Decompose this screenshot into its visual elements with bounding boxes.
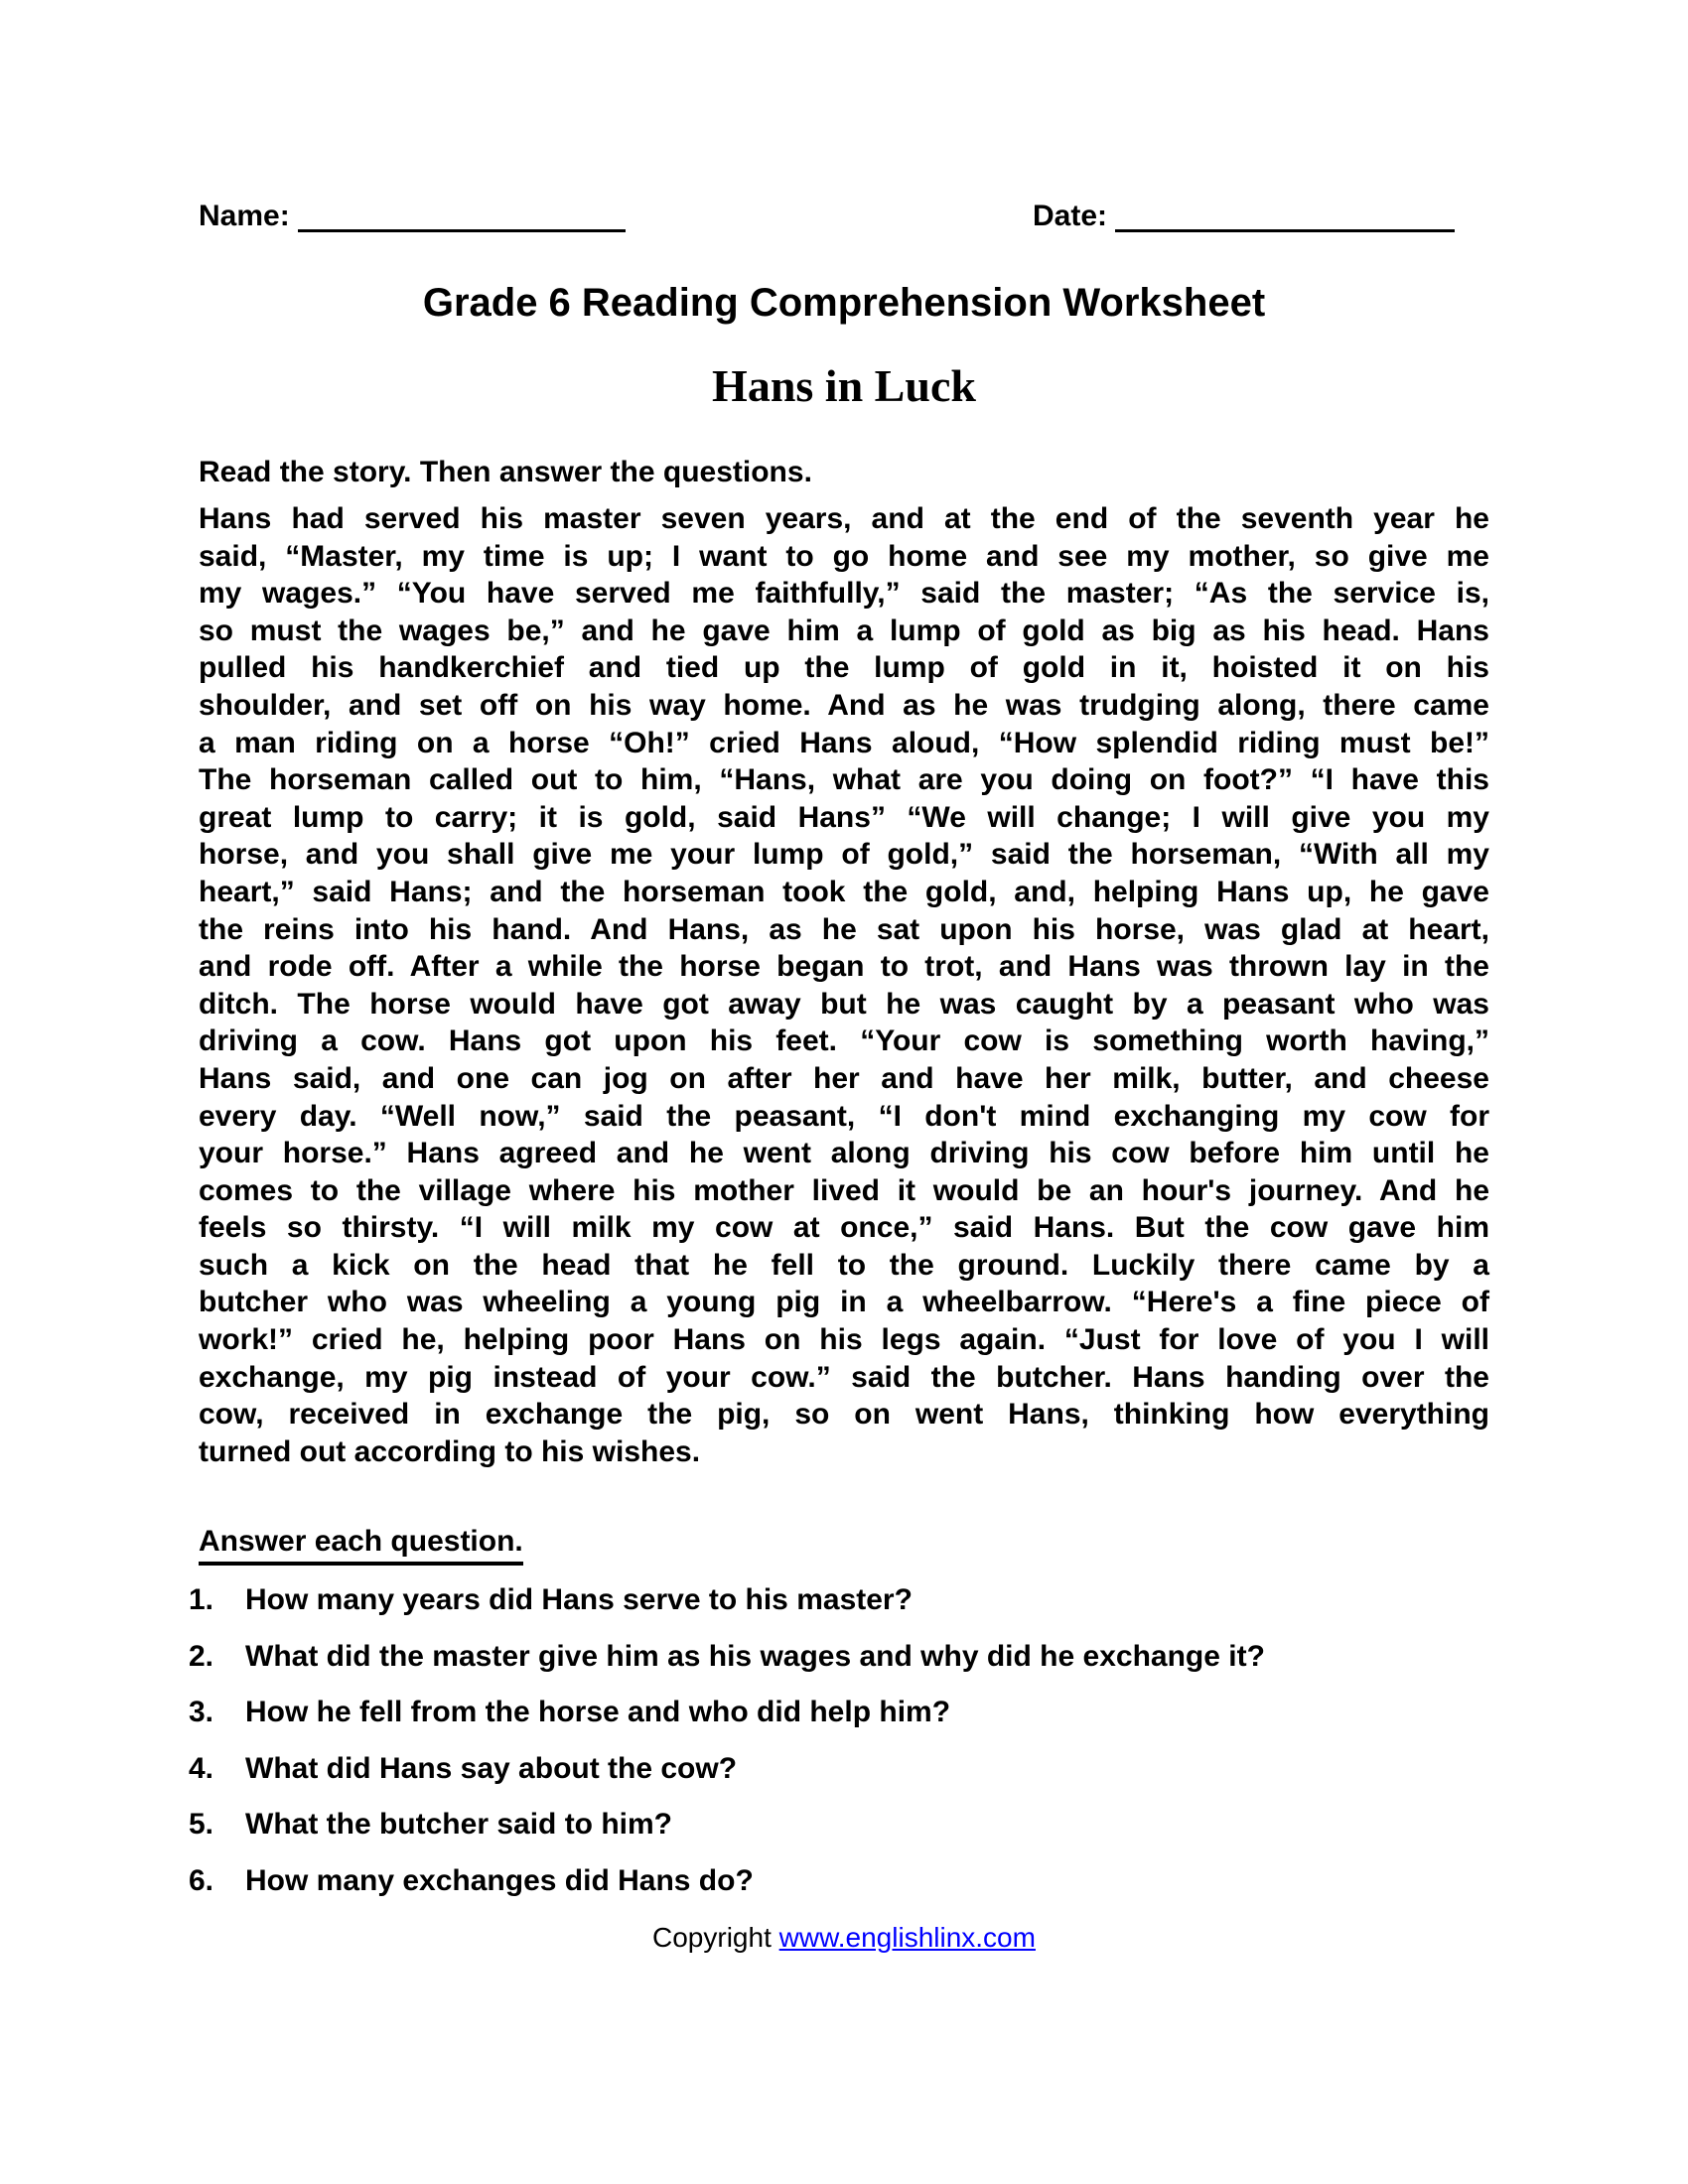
question-text: How he fell from the horse and who did help him? <box>245 1696 951 1728</box>
question-number: 1. <box>189 1583 214 1616</box>
name-field-group <box>199 200 626 233</box>
story-line: heart,” said Hans; and the horseman took the gold, and, helping Hans up, he gave <box>199 875 1489 908</box>
question-text: What the butcher said to him? <box>245 1808 673 1841</box>
date-label: Date: <box>1033 200 1108 232</box>
story-line: great lump to carry; it is gold, said Hans” “We will change; I will give you my <box>199 800 1489 834</box>
question-number: 3. <box>189 1696 214 1728</box>
story-line: horse, and you shall give me your lump of gold,” said the horseman, “With all my <box>199 838 1489 872</box>
name-blank-line <box>298 200 626 232</box>
instruction-text: Read the story. Then answer the questions. <box>199 456 812 488</box>
story-line: every day. “Well now,” said the peasant, “I don't mind exchanging my cow for <box>199 1099 1489 1133</box>
story-line: feels so thirsty. “I will milk my cow at once,” said Hans. But the cow gave him <box>199 1211 1489 1245</box>
story-title: Hans in Luck <box>712 360 976 411</box>
story-line: the reins into his hand. And Hans, as he sat upon his horse, was glad at heart, <box>199 912 1489 946</box>
question-number: 2. <box>189 1639 214 1673</box>
date-blank-line <box>1115 200 1455 232</box>
question-item <box>189 1751 1489 1787</box>
question-text: How many exchanges did Hans do? <box>245 1863 754 1897</box>
story-line: a man riding on a horse “Oh!” cried Hans aloud, “How splendid riding must be!” <box>199 726 1489 759</box>
copyright-label: Copyright <box>652 1922 772 1953</box>
story-line: pulled his handkerchief and tied up the lump of gold in it, hoisted it on his <box>199 651 1489 685</box>
question-item <box>189 1695 1489 1730</box>
story-line: comes to the village where his mother lived it would be an hour's journey. And he <box>199 1173 1489 1207</box>
story-line: shoulder, and set off on his way home. And as he was trudging along, there came <box>199 688 1489 722</box>
story-line: cow, received in exchange the pig, so on went Hans, thinking how everything <box>199 1398 1489 1432</box>
story-line: exchange, my pig instead of your cow.” said the butcher. Hans handing over the <box>199 1360 1489 1394</box>
story-line: butcher who was wheeling a young pig in a wheelbarrow. “Here's a fine piece of <box>199 1286 1489 1319</box>
name-label: Name: <box>199 200 290 232</box>
story-line: Hans had served his master seven years, and at the end of the seventh year he <box>199 502 1489 535</box>
question-number: 6. <box>189 1863 214 1897</box>
story-line: so must the wages be,” and he gave him a lump of gold as big as his head. Hans <box>199 614 1489 647</box>
story-line: said, “Master, my time is up; I want to go home and see my mother, so give me <box>199 539 1489 573</box>
story-line: such a kick on the head that he fell to the ground. Luckily there came by a <box>199 1248 1489 1282</box>
question-text: What did Hans say about the cow? <box>245 1751 738 1785</box>
story-line: Hans said, and one can jog on after her and have her milk, butter, and cheese <box>199 1061 1489 1095</box>
question-item <box>189 1639 1489 1675</box>
answer-heading-text: Answer each question. <box>199 1525 523 1566</box>
question-item <box>189 1863 1489 1899</box>
footer <box>0 1922 1688 1954</box>
story-line: ditch. The horse would have got away but he was caught by a peasant who was <box>199 987 1489 1021</box>
question-number: 5. <box>189 1808 214 1841</box>
story-line: turned out according to his wishes. <box>199 1434 701 1468</box>
story-line: driving a cow. Hans got upon his feet. “Your cow is something worth having,” <box>199 1024 1489 1058</box>
question-list <box>189 1582 1489 1919</box>
story-paragraph <box>199 500 1489 1470</box>
header-row <box>199 200 1489 243</box>
story-line: The horseman called out to him, “Hans, what are you doing on foot?” “I have this <box>199 763 1489 797</box>
question-text: What did the master give him as his wages and why did he exchange it? <box>245 1639 1265 1673</box>
question-text: How many years did Hans serve to his master? <box>245 1583 913 1616</box>
story-line: your horse.” Hans agreed and he went along driving his cow before him until he <box>199 1137 1489 1170</box>
question-item <box>189 1807 1489 1843</box>
worksheet-title: Grade 6 Reading Comprehension Worksheet <box>422 281 1266 325</box>
story-line: my wages.” “You have served me faithfully,” said the master; “As the service is, <box>199 577 1489 611</box>
story-line: work!” cried he, helping poor Hans on his legs again. “Just for love of you I will <box>199 1323 1489 1357</box>
englishlinx-link[interactable]: www.englishlinx.com <box>778 1922 1036 1953</box>
question-number: 4. <box>189 1751 214 1785</box>
answer-section-heading <box>199 1525 523 1566</box>
story-line: and rode off. After a while the horse began to trot, and Hans was thrown lay in the <box>199 950 1489 984</box>
date-field-group <box>1033 200 1455 233</box>
question-item <box>189 1582 1489 1618</box>
